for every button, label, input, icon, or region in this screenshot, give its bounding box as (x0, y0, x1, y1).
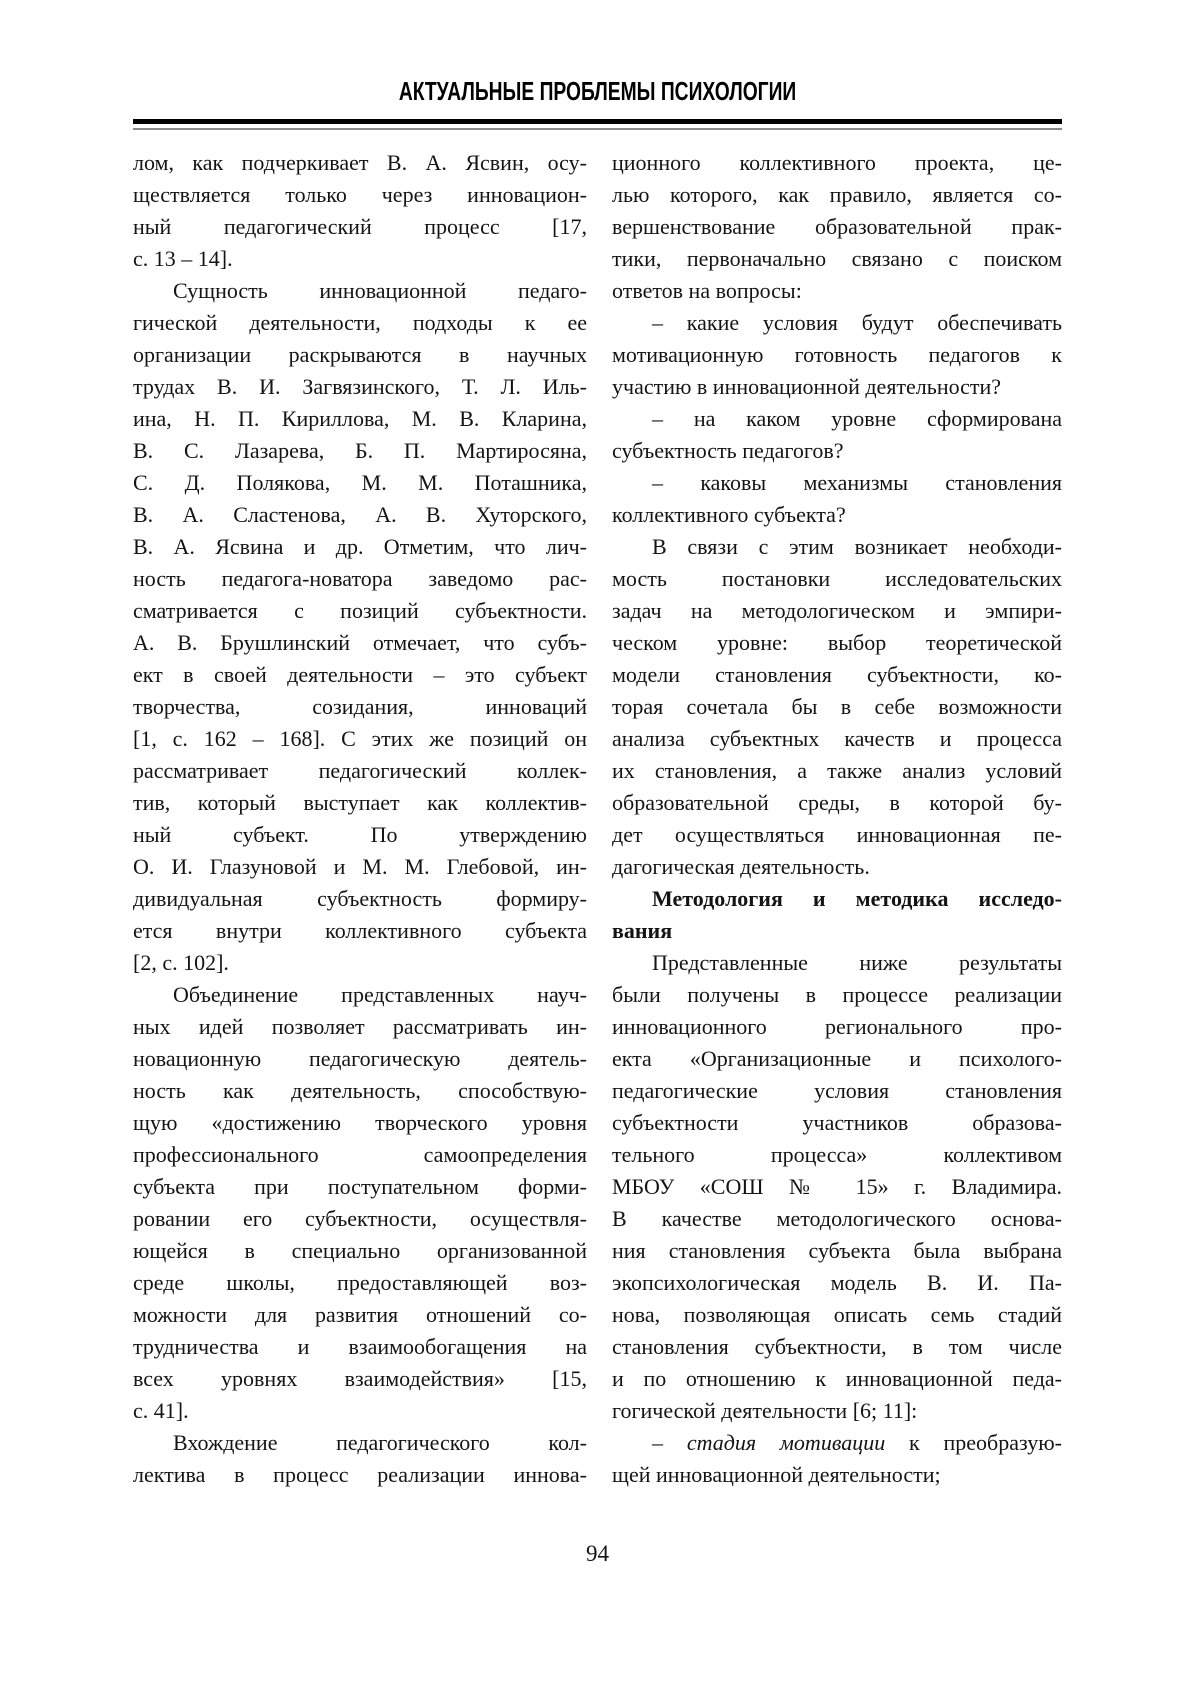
text-line (612, 1235, 1062, 1267)
text-line (133, 659, 587, 691)
text-line (133, 627, 587, 659)
text-line (133, 1235, 587, 1267)
text-run: – (652, 1430, 687, 1455)
header-rule-thick (133, 119, 1062, 124)
text-run: ния становления субъекта была выбрана (612, 1238, 1062, 1263)
text-line (612, 659, 1062, 691)
text-line (612, 787, 1062, 819)
text-line (612, 723, 1062, 755)
running-head (133, 78, 1062, 105)
body-text (133, 147, 1062, 1491)
text-run: щей инновационной деятельности; (612, 1462, 941, 1487)
text-line (612, 979, 1062, 1011)
text-run: субъекта при поступательном форми- (133, 1174, 587, 1199)
text-run: гической деятельности, подходы к ее (133, 310, 587, 335)
text-line (612, 1139, 1062, 1171)
text-run: Объединение представленных науч- (173, 982, 587, 1007)
text-line (133, 1107, 587, 1139)
text-line (133, 1139, 587, 1171)
text-run: мотивационную готовность педагогов к (612, 342, 1062, 367)
text-run: ется внутри коллективного субъекта (133, 918, 587, 943)
text-line (612, 531, 1062, 563)
text-run: В качестве методологического основа- (612, 1206, 1062, 1231)
text-line (133, 275, 587, 307)
italic-text-run: стадия мотивации (686, 1430, 886, 1455)
text-run: экопсихологическая модель В. И. Па- (612, 1270, 1062, 1295)
text-line (612, 243, 1062, 275)
text-run: можности для развития отношений со- (133, 1302, 587, 1327)
text-run: рассматривает педагогический коллек- (133, 758, 587, 783)
text-run: дагогическая деятельность. (612, 854, 870, 879)
text-line (133, 883, 587, 915)
text-line (133, 531, 587, 563)
text-run: ект в своей деятельности – это субъект (133, 662, 587, 687)
text-line (612, 1075, 1062, 1107)
text-line (133, 467, 587, 499)
text-line (612, 179, 1062, 211)
text-line (612, 627, 1062, 659)
text-run: О. И. Глазуновой и М. М. Глебовой, ин- (133, 854, 587, 879)
text-line (133, 1363, 587, 1395)
text-run: ность как деятельность, способствую- (133, 1078, 587, 1103)
text-line (612, 947, 1062, 979)
text-run: А. В. Брушлинский отмечает, что субъ- (133, 630, 587, 655)
text-run: мость постановки исследовательских (612, 566, 1062, 591)
text-run: инновационного регионального про- (612, 1014, 1062, 1039)
text-line (612, 403, 1062, 435)
text-line (133, 1331, 587, 1363)
text-line (612, 1395, 1062, 1427)
text-run: вания (612, 918, 673, 943)
text-line (612, 563, 1062, 595)
text-line (133, 851, 587, 883)
text-line (612, 467, 1062, 499)
text-line (133, 371, 587, 403)
text-line (612, 1043, 1062, 1075)
text-line (133, 563, 587, 595)
text-line (133, 915, 587, 947)
text-run: сматривается с позиций субъектности. (133, 598, 587, 623)
text-run: образовательной среды, в которой бу- (612, 790, 1062, 815)
text-line (612, 1427, 1062, 1459)
text-line (612, 915, 1062, 947)
text-line (133, 1395, 587, 1427)
text-run: ность педагога-новатора заведомо рас- (133, 566, 587, 591)
text-line (612, 307, 1062, 339)
text-line (612, 1459, 1062, 1491)
text-column-right (612, 147, 1062, 1491)
text-line (612, 211, 1062, 243)
text-line (133, 787, 587, 819)
text-run: В. С. Лазарева, Б. П. Мартиросяна, (133, 438, 587, 463)
text-run: коллективного субъекта? (612, 502, 846, 527)
text-run: Представленные ниже результаты (652, 950, 1062, 975)
text-line (133, 723, 587, 755)
text-run: тельного процесса» коллективом (612, 1142, 1062, 1167)
text-line (133, 1171, 587, 1203)
text-line (612, 691, 1062, 723)
text-run: трудах В. И. Загвязинского, Т. Л. Иль- (133, 374, 587, 399)
text-run: субъектность педагогов? (612, 438, 844, 463)
text-run: гогической деятельности [6; 11]: (612, 1398, 918, 1423)
text-run: МБОУ «СОШ № 15» г. Владимира. (612, 1174, 1062, 1199)
text-line (612, 851, 1062, 883)
text-line (612, 595, 1062, 627)
text-run: творчества, созидания, инноваций (133, 694, 587, 719)
text-line (133, 755, 587, 787)
text-run: – на каком уровне сформирована (652, 406, 1062, 431)
text-run: педагогические условия становления (612, 1078, 1062, 1103)
text-run: с. 13 – 14]. (133, 246, 233, 271)
text-run: ный субъект. По утверждению (133, 822, 587, 847)
text-run: Вхождение педагогического кол- (173, 1430, 587, 1455)
text-run: ина, Н. П. Кириллова, М. В. Кларина, (133, 406, 587, 431)
text-line (133, 819, 587, 851)
text-line (133, 211, 587, 243)
text-column-left (133, 147, 587, 1491)
text-run: трудничества и взаимообогащения на (133, 1334, 587, 1359)
text-run: и по отношению к инновационной педа- (612, 1366, 1062, 1391)
text-run: субъектности участников образова- (612, 1110, 1062, 1135)
text-line (133, 1203, 587, 1235)
text-run: лектива в процесс реализации иннова- (133, 1462, 587, 1487)
text-line (133, 691, 587, 723)
text-run: ющейся в специально организованной (133, 1238, 587, 1263)
text-line (612, 1011, 1062, 1043)
text-run: были получены в процессе реализации (612, 982, 1062, 1007)
text-run: среде школы, предоставляющей воз- (133, 1270, 587, 1295)
text-run: В. А. Ясвина и др. Отметим, что лич- (133, 534, 587, 559)
text-line (612, 1299, 1062, 1331)
text-line (133, 435, 587, 467)
text-run: [1, с. 162 – 168]. С этих же позиций он (133, 726, 587, 751)
text-run: к преобразую- (885, 1430, 1062, 1455)
text-run: модели становления субъектности, ко- (612, 662, 1062, 687)
text-line (612, 275, 1062, 307)
page-number: 94 (586, 1541, 609, 1566)
text-line (612, 1331, 1062, 1363)
text-run: их становления, а также анализ условий (612, 758, 1062, 783)
text-line (612, 371, 1062, 403)
text-run: лью которого, как правило, является со- (612, 182, 1062, 207)
text-run: дивидуальная субъектность формиру- (133, 886, 587, 911)
text-run: лом, как подчеркивает В. А. Ясвин, осу- (133, 150, 587, 175)
text-line (612, 883, 1062, 915)
text-line (133, 1043, 587, 1075)
text-run: – какие условия будут обеспечивать (652, 310, 1062, 335)
text-line (133, 499, 587, 531)
text-line (133, 403, 587, 435)
text-run: становления субъектности, в том числе (612, 1334, 1062, 1359)
text-line (133, 243, 587, 275)
text-line (612, 1171, 1062, 1203)
text-run: профессионального самоопределения (133, 1142, 587, 1167)
text-line (133, 979, 587, 1011)
text-run: С. Д. Полякова, М. М. Поташника, (133, 470, 587, 495)
journal-section-title: АКТУАЛЬНЫЕ ПРОБЛЕМЫ ПСИХОЛОГИИ (398, 76, 797, 106)
text-run: екта «Организационные и психолого- (612, 1046, 1062, 1071)
text-line (612, 499, 1062, 531)
text-run: дет осуществляться инновационная пе- (612, 822, 1062, 847)
text-run: ных идей позволяет рассматривать ин- (133, 1014, 587, 1039)
text-line (133, 307, 587, 339)
text-line (133, 1267, 587, 1299)
text-line (612, 819, 1062, 851)
text-line (133, 179, 587, 211)
text-run: торая сочетала бы в себе возможности (612, 694, 1062, 719)
text-run: организации раскрываются в научных (133, 342, 587, 367)
text-run: [2, с. 102]. (133, 950, 229, 975)
text-run: новационную педагогическую деятель- (133, 1046, 587, 1071)
text-run: тив, который выступает как коллектив- (133, 790, 587, 815)
text-run: нова, позволяющая описать семь стадий (612, 1302, 1062, 1327)
text-run: В связи с этим возникает необходи- (652, 534, 1062, 559)
text-run: анализа субъектных качеств и процесса (612, 726, 1062, 751)
text-run: с. 41]. (133, 1398, 189, 1423)
text-run: задач на методологическом и эмпири- (612, 598, 1062, 623)
text-line (612, 1363, 1062, 1395)
text-line (133, 1427, 587, 1459)
text-line (612, 147, 1062, 179)
text-run: В. А. Сластенова, А. В. Хуторского, (133, 502, 587, 527)
text-run: Сущность инновационной педаго- (173, 278, 587, 303)
text-line (133, 1075, 587, 1107)
text-run: участию в инновационной деятельности? (612, 374, 1002, 399)
text-line (133, 947, 587, 979)
text-line (133, 339, 587, 371)
text-line (612, 1203, 1062, 1235)
text-run: щую «достижению творческого уровня (133, 1110, 587, 1135)
text-run: ровании его субъектности, осуществля- (133, 1206, 587, 1231)
text-line (133, 1459, 587, 1491)
text-run: ществляется только через инновацион- (133, 182, 587, 207)
text-line (133, 147, 587, 179)
text-line (133, 595, 587, 627)
text-run: ческом уровне: выбор теоретической (612, 630, 1062, 655)
text-line (133, 1299, 587, 1331)
text-line (612, 435, 1062, 467)
text-line (612, 339, 1062, 371)
text-run: всех уровнях взаимодействия» [15, (133, 1366, 587, 1391)
text-run: ответов на вопросы: (612, 278, 802, 303)
text-run: Методология и методика исследо- (652, 886, 1062, 911)
text-run: – каковы механизмы становления (652, 470, 1062, 495)
header-rule-thin (133, 128, 1062, 130)
text-run: вершенствование образовательной прак- (612, 214, 1062, 239)
text-run: тики, первоначально связано с поиском (612, 246, 1062, 271)
text-run: ный педагогический процесс [17, (133, 214, 587, 239)
text-run: ционного коллективного проекта, це- (612, 150, 1062, 175)
text-line (612, 755, 1062, 787)
text-line (612, 1267, 1062, 1299)
text-line (133, 1011, 587, 1043)
text-line (612, 1107, 1062, 1139)
